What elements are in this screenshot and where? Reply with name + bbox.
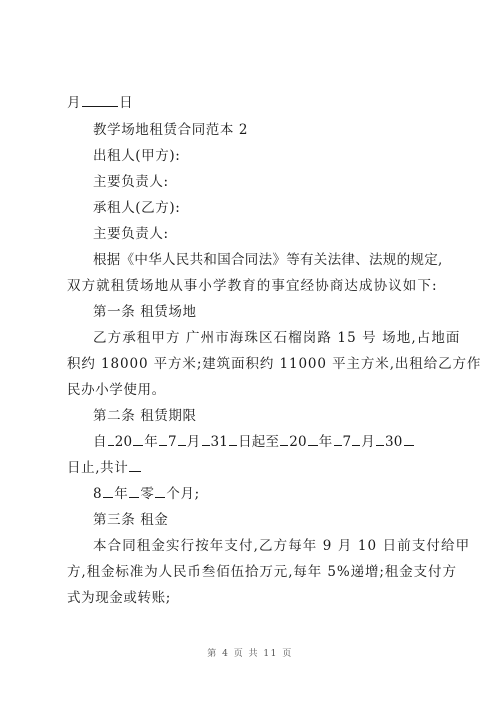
term-blank xyxy=(133,433,143,446)
start-day-value: 31 xyxy=(210,434,229,450)
article-3-title: 第三条 租金 xyxy=(93,512,169,528)
term-blank xyxy=(178,433,186,446)
duration-years-value: 8 xyxy=(93,486,103,502)
year-label: 年 xyxy=(318,434,333,450)
page-footer: 第 4 页 共 11 页 xyxy=(207,649,293,659)
until-label: 日起至 xyxy=(238,434,280,450)
intro-line-2: 双方就租赁场地从事小学教育的事宜经协商达成协议如下: xyxy=(67,278,438,294)
end-month-value: 7 xyxy=(342,434,352,450)
article-1-title: 第一条 租赁场地 xyxy=(93,304,197,320)
article-3-line-3: 式为现金或转账; xyxy=(67,590,171,606)
term-blank xyxy=(229,433,237,446)
lessee-head-label: 主要负责人: xyxy=(93,226,169,242)
term-blank xyxy=(376,433,384,446)
article-3-line-2: 方,租金标准为人民币叁佰伍拾万元,每年 5%递增;租金支付方 xyxy=(67,564,457,580)
lessee-label: 承租人(乙方): xyxy=(93,200,181,216)
article-1-line-3: 民办小学使用。 xyxy=(67,382,166,398)
term-blank xyxy=(108,433,114,446)
month-label: 月 xyxy=(67,95,82,111)
term-blank xyxy=(352,433,360,446)
article-3-line-1: 本合同租金实行按年支付,乙方每年 9 月 10 日前支付给甲 xyxy=(93,538,471,554)
date-line xyxy=(67,94,133,112)
article-1-line-1: 乙方承租甲方 广州市海珠区石榴岗路 15 号 场地,占地面 xyxy=(93,330,461,346)
lessor-head-label: 主要负责人: xyxy=(93,174,169,190)
month-label: 月 xyxy=(361,434,375,450)
term-blank xyxy=(202,433,210,446)
term-blank xyxy=(155,485,165,498)
term-blank xyxy=(103,485,113,498)
term-end-label: 日止,共计 xyxy=(67,460,129,476)
year-label: 年 xyxy=(114,486,129,502)
term-blank xyxy=(334,433,342,446)
contract-title: 教学场地租赁合同范本 2 xyxy=(93,122,249,138)
article-1-line-2: 积约 18000 平方米;建筑面积约 11000 平主方米,出租给乙方作 xyxy=(67,356,482,372)
intro-line-1: 根据《中华人民共和国合同法》等有关法律、法规的规定, xyxy=(93,252,443,268)
term-blank xyxy=(308,433,318,446)
day-label: 日 xyxy=(119,95,134,111)
lessor-label: 出租人(甲方): xyxy=(93,148,181,164)
day-blank xyxy=(82,94,118,107)
term-blank xyxy=(129,485,139,498)
term-from-label: 自 xyxy=(93,434,107,450)
months-label: 个月; xyxy=(166,486,200,502)
start-year-value: 20 xyxy=(114,434,133,450)
term-line-3 xyxy=(93,485,200,503)
month-label: 月 xyxy=(186,434,201,450)
end-day-value: 30 xyxy=(385,434,403,450)
term-line-2 xyxy=(67,459,142,477)
term-blank xyxy=(280,433,288,446)
article-2-title: 第二条 租赁期限 xyxy=(93,408,197,424)
term-blank xyxy=(404,433,414,446)
end-year-value: 20 xyxy=(289,434,307,450)
term-blank xyxy=(159,433,167,446)
term-line xyxy=(93,433,415,451)
term-blank xyxy=(129,459,141,472)
year-label: 年 xyxy=(144,434,158,450)
duration-months-value: 零 xyxy=(140,486,155,502)
start-month-value: 7 xyxy=(168,434,177,450)
